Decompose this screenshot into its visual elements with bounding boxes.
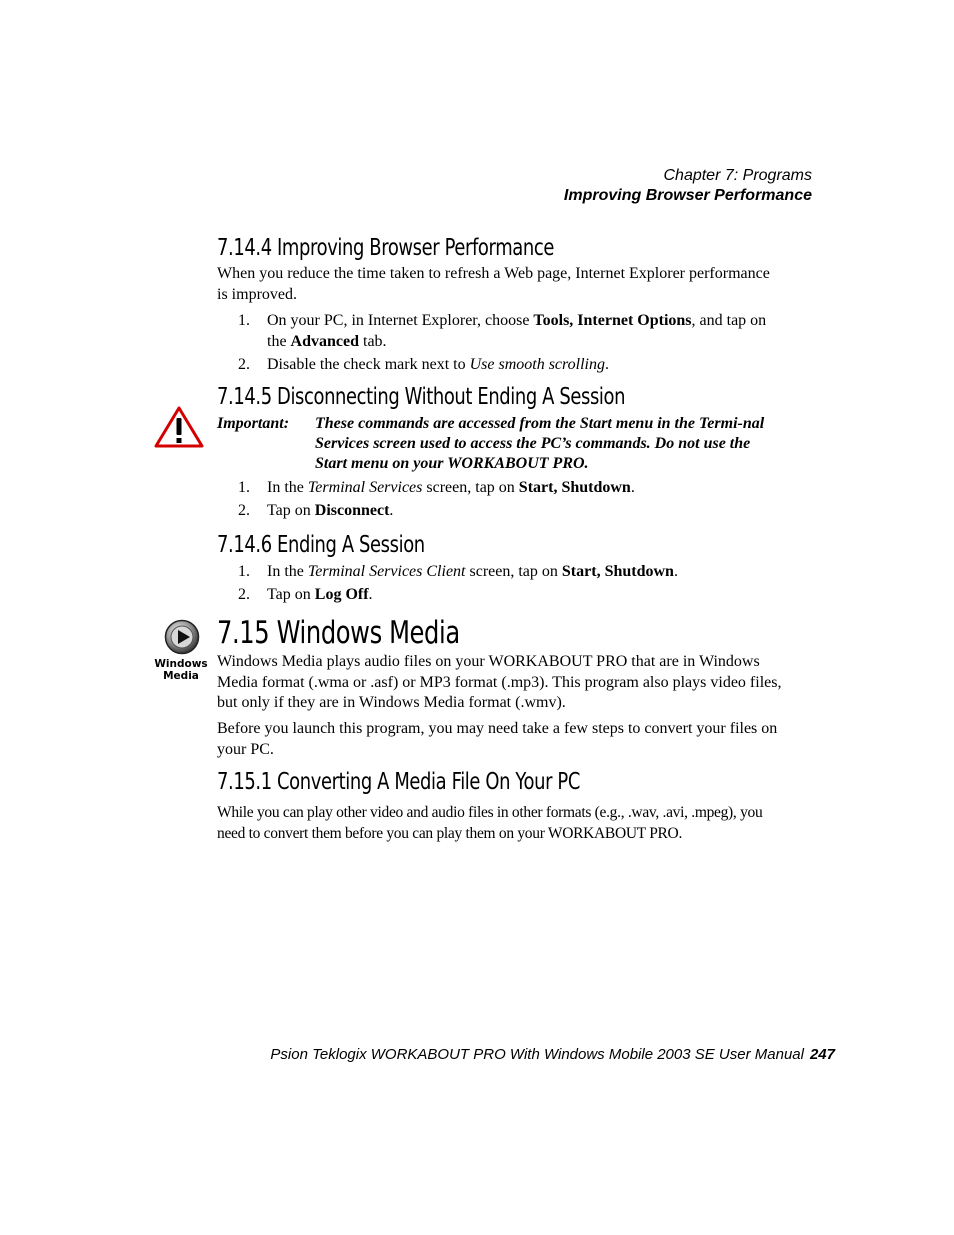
windows-media-icon-label: Windows Media	[154, 658, 208, 682]
list-number: 2.	[238, 356, 250, 373]
important-text: These commands are accessed from the Start menu in the Termi-nal Services screen used to access the PC’s commands. Do not use the Start menu on your WORKABOUT PRO.	[315, 415, 765, 472]
important-note	[217, 414, 782, 474]
warning-icon	[153, 405, 205, 449]
section-heading-7-15-1: 7.15.1 Converting A Media File On Your PC	[217, 769, 580, 795]
section-heading-7-14-6: 7.14.6 Ending A Session	[217, 532, 425, 558]
list-text: Tap on Disconnect.	[267, 502, 394, 519]
list-item	[238, 562, 783, 583]
list-item	[238, 311, 783, 352]
list-number: 2.	[238, 586, 250, 603]
section-heading-7-15: 7.15 Windows Media	[217, 615, 460, 651]
list-number: 1.	[238, 312, 250, 329]
running-header-section: Improving Browser Performance	[563, 187, 812, 204]
page-number: 247	[809, 1046, 835, 1063]
list-item	[238, 478, 783, 499]
footer-manual-title: Psion Teklogix WORKABOUT PRO With Windows Mobile 2003 SE User Manual	[270, 1046, 804, 1063]
section-heading-7-14-5: 7.14.5 Disconnecting Without Ending A Session	[217, 384, 626, 410]
windows-media-icon	[164, 619, 200, 655]
list-number: 1.	[238, 479, 250, 496]
list-item	[238, 355, 783, 376]
page-footer	[270, 1046, 835, 1063]
list-number: 2.	[238, 502, 250, 519]
list-text: On your PC, in Internet Explorer, choose Tools, Internet Options, and tap on the Advanced tab.	[267, 312, 767, 350]
list-text: Tap on Log Off.	[267, 586, 373, 603]
list-item	[238, 501, 783, 522]
list-number: 1.	[238, 563, 250, 580]
paragraph-browser-intro: When you reduce the time taken to refresh a Web page, Internet Explorer performance is improved.	[217, 265, 770, 303]
important-label: Important:	[217, 415, 290, 432]
list-text: In the Terminal Services Client screen, tap on Start, Shutdown.	[267, 563, 678, 580]
list-text: In the Terminal Services screen, tap on Start, Shutdown.	[267, 479, 635, 496]
section-heading-7-14-4: 7.14.4 Improving Browser Performance	[217, 235, 554, 261]
paragraph-windows-media-convert: Before you launch this program, you may need take a few steps to convert your files on your PC.	[217, 720, 778, 758]
paragraph-windows-media-intro: Windows Media plays audio files on your WORKABOUT PRO that are in Windows Media format (.wma or .asf) or MP3 format (.mp3). This program also plays video files, but only if they are in Windows Media format (.wmv).	[217, 653, 782, 711]
list-item	[238, 585, 783, 606]
paragraph-converting-media: While you can play other video and audio files in other formats (e.g., .wav, .avi, .mpeg), you need to convert them before you can play them on your WORKABOUT PRO.	[217, 804, 763, 842]
running-header-chapter: Chapter 7: Programs	[663, 167, 812, 184]
list-text: Disable the check mark next to Use smooth scrolling.	[267, 356, 609, 373]
